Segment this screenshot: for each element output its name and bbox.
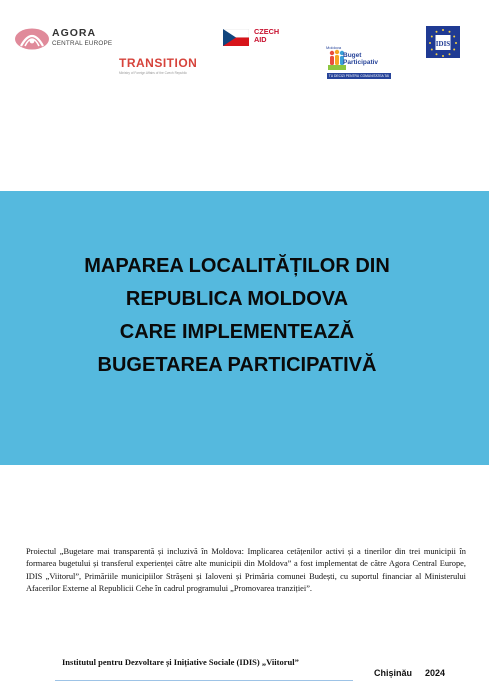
footer-city: Chișinău — [374, 668, 413, 678]
title-line-3: CARE IMPLEMENTEAZĂ — [119, 321, 355, 343]
agora-logo — [14, 24, 114, 52]
czech-aid-logo — [223, 26, 285, 48]
agora-arch-icon — [14, 26, 50, 50]
footer-year: 2024 — [425, 668, 446, 678]
buget-line2: Participativ — [343, 59, 379, 66]
czech-flag-icon — [223, 29, 249, 46]
czech-aid-line2: AID — [254, 35, 267, 44]
buget-small-label: Moldova — [326, 45, 342, 50]
footer-organization: Institutul pentru Dezvoltare și Inițiative Sociale (IDIS) „Viitorul” — [62, 657, 299, 667]
czech-aid-text — [254, 28, 279, 44]
transition-logo — [119, 56, 203, 80]
buget-text — [343, 52, 378, 66]
title-banner — [0, 191, 489, 465]
project-description: Proiectul „Bugetare mai transparentă și incluzivă în Moldova: Implicarea cetățenilor activi și a tinerilor din trei municipii în formarea bugetului și transferul experienței către alte municipii din Moldova” a fost implementat de către Agora Central Europe, IDIS „Viitorul”, Primăriile municipiilor Strășeni și Ialoveni și Primăria comunei Budești, cu suportul financiar al Ministerului Afacerilor Externe al Republicii Cehe în cadrul programului „Promovarea tranziției”. — [26, 547, 466, 593]
idis-logo-icon — [426, 26, 460, 58]
idis-text: IDIS — [435, 40, 451, 48]
title-line-4: BUGETAREA PARTICIPATIVĂ — [97, 354, 377, 376]
transition-tagline: Ministry of Foreign Affairs of the Czech Republic — [119, 71, 187, 75]
agora-name: AGORA — [52, 27, 97, 39]
transition-name: TRANSITION — [119, 56, 198, 70]
buget-line1: Buget — [343, 52, 362, 59]
title-line-2: REPUBLICA MOLDOVA — [125, 288, 349, 310]
document-title — [0, 250, 474, 382]
czech-aid-line1: CZECH — [254, 27, 280, 36]
buget-participativ-logo — [326, 42, 392, 82]
agora-subtitle: CENTRAL EUROPE — [52, 40, 113, 47]
title-line-1: MAPAREA LOCALITĂȚILOR DIN — [84, 255, 390, 277]
buget-slogan: TU DECIZI PENTRU COMUNITATEA TA! — [328, 74, 390, 78]
footer-divider — [55, 680, 353, 681]
